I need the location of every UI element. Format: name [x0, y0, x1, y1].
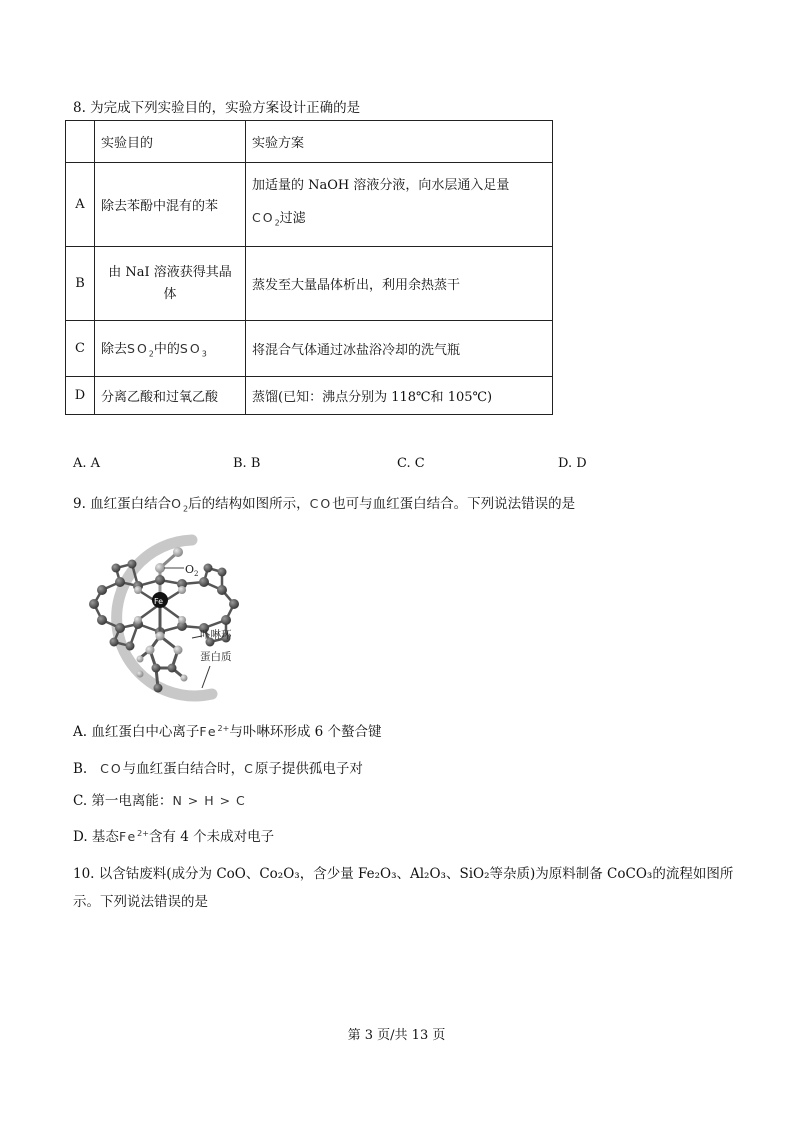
header-plan: 实验方案 [246, 121, 553, 163]
row-label: B [66, 247, 95, 321]
co2-formula: $CO_2$ [252, 209, 280, 228]
row-purpose: 分离乙酸和过氧乙酸 [95, 377, 246, 415]
porphyrin-ring-label: 卟啉环 [200, 629, 232, 641]
table-header-row [66, 121, 553, 163]
table-row [66, 321, 553, 377]
row-plan: 将混合气体通过冰盐浴冷却的洗气瓶 [246, 321, 553, 377]
o2-figure-label: $O_2$ [185, 563, 199, 578]
q8-choice-a[interactable]: A. A [73, 456, 101, 471]
q9-option-d[interactable]: D. 基态$Fe^{2+}$含有 4 个未成对电子 [73, 828, 275, 845]
q9-option-c[interactable]: C. 第一电离能：N > H > C [73, 793, 246, 809]
q8-table [65, 120, 553, 415]
q10-stem-line2: 示。下列说法错误的是 [73, 894, 208, 910]
table-row [66, 377, 553, 415]
fe2-formula: $Fe^{2+}$ [118, 828, 149, 844]
row-plan: 蒸发至大量晶体析出，利用余热蒸干 [246, 247, 553, 321]
fe2-formula: $Fe^{2+}$ [199, 723, 230, 739]
co-formula: CO [309, 496, 333, 511]
so3-formula: $SO_3$ [179, 341, 207, 359]
q8-stem: 8. 为完成下列实验目的，实验方案设计正确的是 [73, 100, 361, 116]
row-purpose: 除去苯酚中混有的苯 [95, 163, 246, 247]
row-label: C [66, 321, 95, 377]
q9-option-b[interactable]: B. CO与血红蛋白结合时，C原子提供孤电子对 [73, 761, 363, 777]
hemoglobin-structure-figure [72, 528, 247, 704]
o2-formula: $O_2$ [171, 496, 189, 514]
header-col1 [66, 121, 95, 163]
q8-choice-b[interactable]: B. B [233, 456, 261, 471]
table-row [66, 247, 553, 321]
carbon-symbol: C [244, 761, 255, 776]
ionization-expression: N > H > C [172, 793, 246, 808]
header-purpose: 实验目的 [95, 121, 246, 163]
co-formula: CO [100, 761, 123, 776]
row-label: A [66, 163, 95, 247]
table-row [66, 163, 553, 247]
row-plan: 蒸馏(已知：沸点分别为 118℃和 105℃) [246, 377, 553, 415]
q9-stem: 9. 血红蛋白结合$O_2$后的结构如图所示，CO也可与血红蛋白结合。下列说法错误的是 [73, 496, 576, 514]
row-plan [246, 163, 553, 247]
q9-option-a[interactable]: A. 血红蛋白中心离子$Fe^{2+}$与卟啉环形成 6 个螯合键 [73, 723, 382, 740]
q8-choice-d[interactable]: D. D [558, 456, 587, 471]
plan-line1: 加适量的 NaOH 溶液分液，向水层通入足量 [252, 177, 510, 193]
plan-line2: $CO_2$过滤 [252, 209, 306, 228]
row-purpose: 除去$SO_2$中的$SO_3$ [95, 321, 246, 377]
row-purpose: 由 NaI 溶液获得其晶 体 [95, 247, 246, 321]
protein-label: 蛋白质 [200, 651, 232, 663]
q10-stem-line1: 10. 以含钴废料(成分为 CoO、Co₂O₃，含少量 Fe₂O₃、Al₂O₃、SiO₂等杂质)为原料制备 CoCO₃的流程如图所 [73, 866, 734, 882]
fe-figure-label: Fe [154, 597, 164, 606]
q8-choice-c[interactable]: C. C [397, 456, 425, 471]
page-footer: 第 3 页/共 13 页 [347, 1028, 446, 1043]
so2-formula: $SO_2$ [127, 341, 154, 359]
row-label: D [66, 377, 95, 415]
